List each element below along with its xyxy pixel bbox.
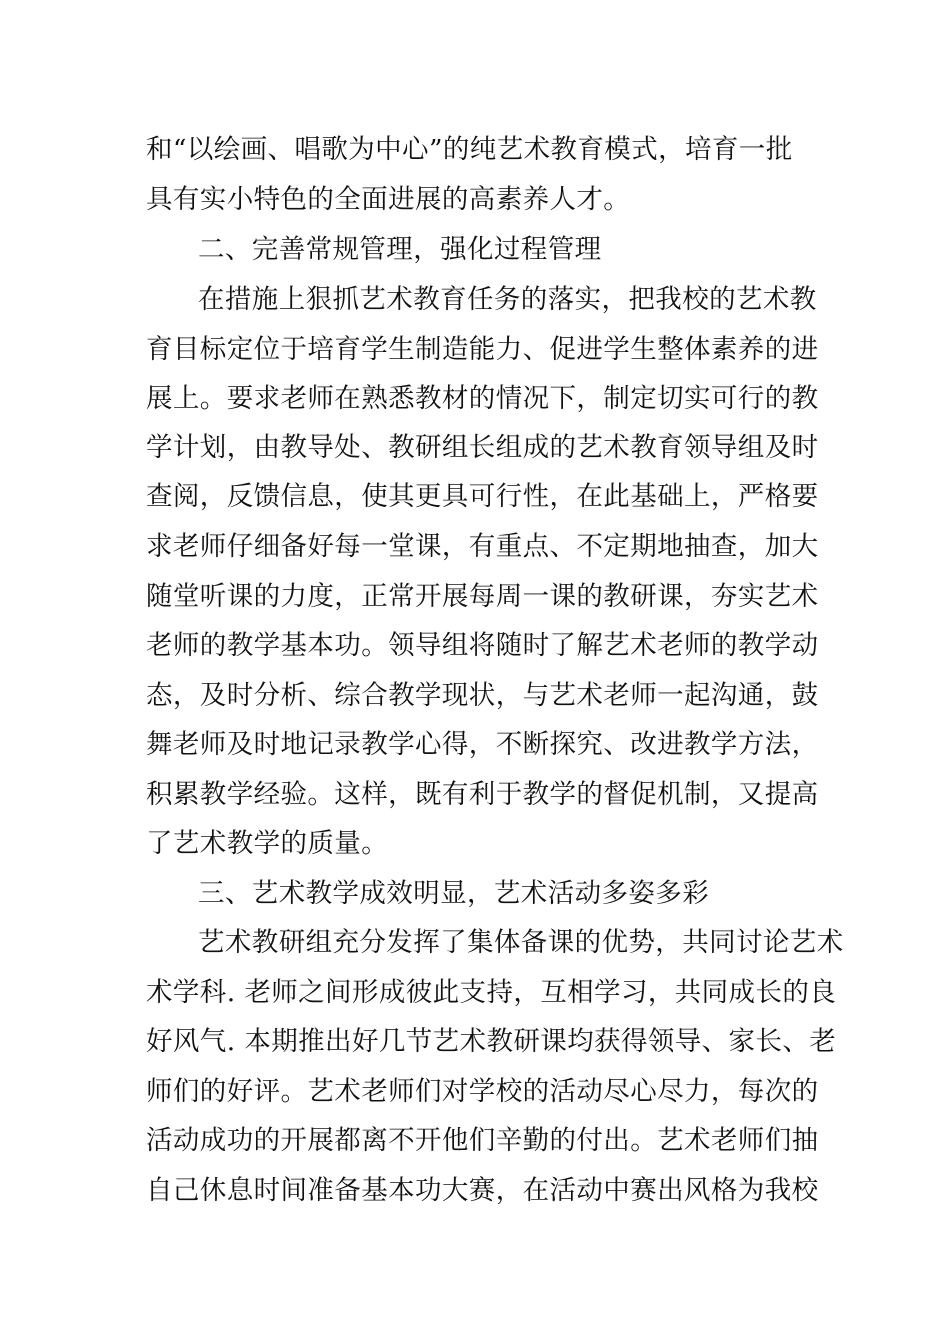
- text-line: 舞老师及时地记录教学心得，不断探究、改进教学方法，: [146, 729, 819, 760]
- text-line: 随堂听课的力度，正常开展每周一课的教研课，夯实艺术: [146, 581, 819, 612]
- text-line: 活动成功的开展都离不开他们辛勤的付出。艺术老师们抽: [146, 1125, 819, 1156]
- text-line: 展上。要求老师在熟悉教材的情况下，制定切实可行的教: [146, 383, 819, 414]
- text-line: 具有实小特色的全面进展的高素养人才。: [146, 184, 631, 215]
- section-heading: 三、艺术教学成效明显，艺术活动多姿多彩: [198, 878, 710, 909]
- text-line: 态，及时分析、综合教学现状，与艺术老师一起沟通，鼓: [146, 680, 819, 711]
- text-line: 学计划，由教导处、教研组长组成的艺术教育领导组及时: [146, 432, 819, 463]
- text-line: 查阅，反馈信息，使其更具可行性，在此基础上，严格要: [146, 481, 819, 512]
- text-line: 老师的教学基本功。领导组将随时了解艺术老师的教学动: [146, 630, 819, 661]
- text-line: 和“以绘画、唱歌为中心”的纯艺术教育模式，培育一批: [146, 134, 793, 165]
- text-line: 术学科. 老师之间形成彼此支持，互相学习，共同成长的良: [146, 977, 837, 1008]
- text-line: 艺术教研组充分发挥了集体备课的优势，共同讨论艺术: [198, 927, 844, 958]
- text-line: 在措施上狠抓艺术教育任务的落实，把我校的艺术教: [198, 284, 817, 315]
- text-line: 自己休息时间准备基本功大赛，在活动中赛出风格为我校: [146, 1175, 819, 1206]
- section-heading: 二、完善常规管理，强化过程管理: [198, 234, 602, 265]
- text-line: 了艺术教学的质量。: [146, 828, 389, 859]
- text-line: 育目标定位于培育学生制造能力、促进学生整体素养的进: [146, 334, 819, 365]
- text-line: 好风气. 本期推出好几节艺术教研课均获得领导、家长、老: [146, 1026, 837, 1057]
- text-line: 积累教学经验。这样，既有利于教学的督促机制，又提高: [146, 779, 819, 810]
- text-line: 求老师仔细备好每一堂课，有重点、不定期地抽查，加大: [146, 531, 819, 562]
- text-line: 师们的好评。艺术老师们对学校的活动尽心尽力，每次的: [146, 1076, 819, 1107]
